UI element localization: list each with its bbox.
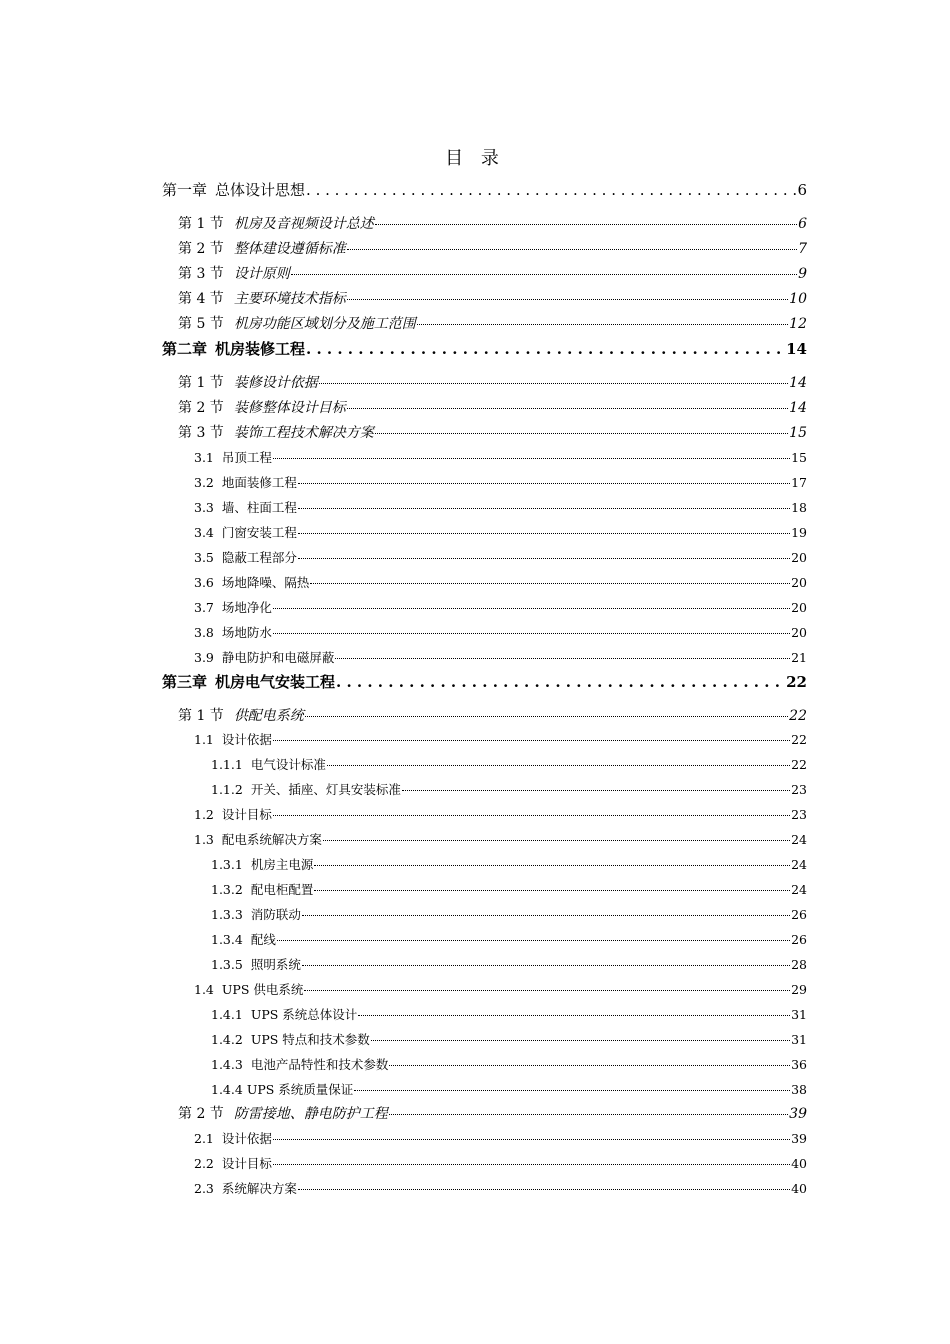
toc-entry[interactable] — [211, 1030, 807, 1048]
toc-entry[interactable] — [194, 498, 807, 516]
toc-entry-number: 第 5 节 — [178, 316, 224, 332]
toc-leader-dots — [375, 432, 788, 434]
toc-entry-text: 电池产品特性和技术参数 — [250, 1057, 389, 1072]
toc-leader-dots — [273, 1138, 790, 1140]
toc-entry-number: 3.1 — [194, 450, 214, 465]
toc-entry-page: 20 — [791, 625, 807, 640]
toc-entry-number: 3.3 — [194, 500, 214, 515]
toc-entry[interactable] — [162, 671, 807, 692]
toc-entry[interactable] — [211, 1055, 807, 1073]
toc-entry-page: 22 — [791, 757, 807, 772]
toc-entry-text: 门窗安装工程 — [221, 525, 297, 540]
toc-entry-page: 23 — [791, 782, 807, 797]
toc-leader-dots — [336, 673, 785, 691]
toc-entry-page: 31 — [791, 1032, 807, 1047]
toc-entry-label — [211, 1005, 357, 1023]
toc-entry-text: 装修整体设计目标 — [233, 400, 346, 416]
toc-entry-label — [178, 263, 290, 283]
toc-entry-text: UPS 特点和技术参数 — [250, 1032, 370, 1047]
toc-leader-dots — [302, 914, 790, 916]
toc-entry[interactable] — [194, 448, 807, 466]
toc-entry-label — [194, 623, 272, 641]
toc-entry-text: 设计目标 — [221, 807, 272, 822]
toc-entry-text: 消防联动 — [250, 907, 301, 922]
toc-leader-dots — [273, 607, 790, 609]
toc-entry-number: 第 4 节 — [178, 291, 224, 307]
toc-entry-label — [194, 730, 272, 748]
toc-leader-dots — [417, 323, 788, 325]
toc-entry-text: 场地降噪、隔热 — [221, 575, 310, 590]
toc-entry-number: 3.2 — [194, 475, 214, 490]
toc-entry-page: 39 — [789, 1106, 807, 1122]
toc-entry-page: 40 — [791, 1156, 807, 1171]
toc-entry-number: 1.3.5 — [211, 957, 243, 972]
toc-entry-number: 第二章 — [162, 340, 208, 358]
toc-entry[interactable] — [162, 338, 807, 359]
toc-entry-number: 1.4.1 — [211, 1007, 243, 1022]
toc-entry-page: 19 — [791, 525, 807, 540]
toc-entry-number: 1.3.2 — [211, 882, 243, 897]
toc-entry-text: 机房及音视频设计总述 — [233, 216, 374, 232]
toc-entry-text: 配电柜配置 — [250, 882, 314, 897]
toc-leader-dots — [347, 407, 788, 409]
toc-entry-label — [194, 598, 272, 616]
toc-entry-text: 装饰工程技术解决方案 — [233, 425, 374, 441]
toc-entry-label — [178, 372, 318, 392]
toc-entry-label — [194, 473, 297, 491]
toc-entry[interactable] — [178, 705, 807, 725]
toc-entry-page: 26 — [791, 932, 807, 947]
toc-entry[interactable] — [178, 238, 807, 258]
toc-leader-dots — [306, 181, 796, 199]
toc-leader-dots — [273, 1163, 790, 1165]
toc-leader-dots — [371, 1039, 790, 1041]
toc-entry[interactable] — [194, 1179, 807, 1197]
toc-leader-dots — [389, 1113, 788, 1115]
toc-entry-label — [194, 498, 297, 516]
toc-entry[interactable] — [211, 955, 807, 973]
toc-entry-number: 第 3 节 — [178, 425, 224, 441]
toc-leader-dots — [273, 814, 790, 816]
toc-leader-dots — [314, 889, 790, 891]
toc-entry[interactable] — [211, 1080, 807, 1098]
toc-entry[interactable] — [178, 263, 807, 283]
toc-entry-page: 10 — [789, 291, 807, 307]
toc-entry-page: 14 — [786, 340, 807, 358]
toc-entry-text: UPS 系统总体设计 — [250, 1007, 358, 1022]
toc-entry-page: 15 — [791, 450, 807, 465]
toc-entry-text: 配电系统解决方案 — [221, 832, 322, 847]
toc-entry-label — [162, 179, 305, 200]
toc-entry-page: 24 — [791, 832, 807, 847]
toc-entry-number: 2.2 — [194, 1156, 214, 1171]
toc-entry-text: 场地净化 — [221, 600, 272, 615]
toc-leader-dots — [277, 939, 790, 941]
toc-entry-number: 2.3 — [194, 1181, 214, 1196]
toc-entry-text: 机房装修工程 — [215, 340, 306, 358]
toc-entry[interactable] — [194, 1129, 807, 1147]
toc-leader-dots — [335, 657, 790, 659]
toc-entry-page: 21 — [791, 650, 807, 665]
toc-entry-page: 22 — [789, 708, 807, 724]
toc-leader-dots — [306, 340, 785, 358]
toc-entry[interactable] — [194, 830, 807, 848]
toc-entry-page: 20 — [791, 600, 807, 615]
toc-entry-page: 39 — [791, 1131, 807, 1146]
toc-leader-dots — [298, 557, 790, 559]
toc-entry-label — [178, 397, 346, 417]
toc-entry-number: 3.5 — [194, 550, 214, 565]
toc-leader-dots — [273, 632, 790, 634]
toc-entry-number: 1.1.2 — [211, 782, 243, 797]
toc-entry[interactable] — [194, 805, 807, 823]
toc-leader-dots — [302, 964, 790, 966]
toc-entry-label — [178, 1103, 388, 1123]
toc-entry-number: 3.7 — [194, 600, 214, 615]
toc-leader-dots — [291, 273, 797, 275]
toc-entry-text: 整体建设遵循标准 — [233, 241, 346, 257]
toc-entry-page: 29 — [791, 982, 807, 997]
toc-entry[interactable] — [194, 473, 807, 491]
toc-leader-dots — [375, 223, 797, 225]
toc-entry-text: UPS 系统质量保证 — [246, 1082, 354, 1097]
toc-leader-dots — [298, 1188, 790, 1190]
toc-entry[interactable] — [211, 880, 807, 898]
toc-entry-number: 1.3.3 — [211, 907, 243, 922]
toc-entry-page: 14 — [789, 400, 807, 416]
toc-entry-page: 12 — [789, 316, 807, 332]
toc-entry-page: 26 — [791, 907, 807, 922]
toc-leader-dots — [327, 764, 790, 766]
toc-leader-dots — [323, 839, 790, 841]
toc-leader-dots — [389, 1064, 790, 1066]
toc-entry-label — [194, 448, 272, 466]
toc-entry-page: 17 — [791, 475, 807, 490]
toc-entry-page: 36 — [791, 1057, 807, 1072]
toc-entry[interactable] — [194, 623, 807, 641]
toc-entry-text: 主要环境技术指标 — [233, 291, 346, 307]
toc-entry-number: 3.8 — [194, 625, 214, 640]
toc-entry-label — [211, 930, 276, 948]
toc-entry[interactable] — [211, 1005, 807, 1023]
toc-entry-label — [194, 1154, 272, 1172]
toc-entry-label — [211, 1055, 388, 1073]
toc-entry-number: 3.9 — [194, 650, 214, 665]
toc-entry-text: 设计依据 — [221, 732, 272, 747]
toc-leader-dots — [314, 864, 790, 866]
toc-entry[interactable] — [178, 397, 807, 417]
toc-entry-text: 配线 — [250, 932, 276, 947]
toc-entry-label — [178, 288, 346, 308]
toc-entry-text: 供配电系统 — [233, 708, 304, 724]
toc-entry-text: 隐蔽工程部分 — [221, 550, 297, 565]
toc-leader-dots — [347, 298, 788, 300]
toc-entry-number: 第 2 节 — [178, 1106, 224, 1122]
toc-entry-text: 装修设计依据 — [233, 375, 318, 391]
toc-entry-page: 6 — [797, 181, 807, 199]
toc-entry-text: 墙、柱面工程 — [221, 500, 297, 515]
toc-entry[interactable] — [211, 855, 807, 873]
toc-leader-dots — [319, 382, 788, 384]
toc-entry[interactable] — [211, 905, 807, 923]
toc-entry[interactable] — [178, 372, 807, 392]
toc-entry-number: 1.1.1 — [211, 757, 243, 772]
toc-leader-dots — [310, 582, 790, 584]
toc-title: 目 录 — [445, 148, 505, 169]
toc-entry-page: 24 — [791, 857, 807, 872]
toc-entry-label — [162, 338, 305, 359]
toc-leader-dots — [347, 248, 797, 250]
toc-leader-dots — [298, 507, 790, 509]
toc-entry-label — [194, 830, 322, 848]
toc-entry-number: 1.4.4 — [211, 1082, 243, 1097]
toc-entry-label — [178, 213, 374, 233]
toc-entry-label — [211, 955, 301, 973]
toc-entry-page: 28 — [791, 957, 807, 972]
toc-entry-text: 静电防护和电磁屏蔽 — [221, 650, 335, 665]
toc-entry-text: 总体设计思想 — [215, 181, 306, 199]
toc-entry[interactable] — [178, 422, 807, 442]
toc-entry[interactable] — [194, 648, 807, 666]
toc-entry-number: 1.4.2 — [211, 1032, 243, 1047]
toc-leader-dots — [298, 532, 790, 534]
toc-entry-label — [162, 671, 335, 692]
toc-entry-label — [194, 1129, 272, 1147]
toc-entry[interactable] — [178, 313, 807, 333]
toc-entry[interactable] — [194, 598, 807, 616]
toc-entry[interactable] — [178, 288, 807, 308]
toc-entry-text: 机房主电源 — [250, 857, 314, 872]
toc-entry-page: 6 — [798, 216, 807, 232]
toc-leader-dots — [273, 739, 790, 741]
toc-entry-label — [178, 238, 346, 258]
toc-entry-page: 18 — [791, 500, 807, 515]
toc-entry-page: 24 — [791, 882, 807, 897]
toc-entry-text: 机房功能区域划分及施工范围 — [233, 316, 416, 332]
toc-entry-label — [211, 905, 301, 923]
toc-entry-page: 9 — [798, 266, 807, 282]
toc-entry-number: 1.1 — [194, 732, 214, 747]
toc-entry-text: 系统解决方案 — [221, 1181, 297, 1196]
toc-entry-text: 开关、插座、灯具安装标准 — [250, 782, 401, 797]
toc-entry-page: 20 — [791, 575, 807, 590]
toc-entry[interactable] — [178, 213, 807, 233]
toc-entry-number: 1.3.1 — [211, 857, 243, 872]
toc-entry-number: 1.3.4 — [211, 932, 243, 947]
toc-leader-dots — [273, 457, 790, 459]
toc-entry-number: 1.4.3 — [211, 1057, 243, 1072]
toc-entry[interactable] — [194, 730, 807, 748]
toc-leader-dots — [354, 1089, 790, 1091]
toc-entry-text: UPS 供电系统 — [221, 982, 304, 997]
toc-entry-label — [211, 755, 326, 773]
toc-entry[interactable] — [211, 780, 807, 798]
toc-entry-page: 38 — [791, 1082, 807, 1097]
toc-entry-page: 40 — [791, 1181, 807, 1196]
toc-entry[interactable] — [194, 573, 807, 591]
toc-entry-text: 吊顶工程 — [221, 450, 272, 465]
toc-entry-number: 第 2 节 — [178, 400, 224, 416]
toc-entry-label — [211, 780, 401, 798]
toc-entry-text: 机房电气安装工程 — [215, 673, 336, 691]
toc-entry-number: 1.4 — [194, 982, 214, 997]
toc-leader-dots — [298, 482, 790, 484]
toc-entry[interactable] — [162, 179, 807, 200]
toc-entry-number: 3.6 — [194, 575, 214, 590]
toc-entry[interactable] — [178, 1103, 807, 1123]
toc-leader-dots — [305, 715, 788, 717]
toc-entry-page: 22 — [786, 673, 807, 691]
toc-entry-label — [194, 548, 297, 566]
toc-entry-label — [211, 855, 313, 873]
toc-leader-dots — [358, 1014, 790, 1016]
toc-entry-number: 第 2 节 — [178, 241, 224, 257]
toc-entry-label — [194, 805, 272, 823]
toc-entry-label — [178, 422, 374, 442]
toc-entry-page: 31 — [791, 1007, 807, 1022]
toc-entry-number: 第 1 节 — [178, 375, 224, 391]
toc-entry-label — [194, 573, 309, 591]
toc-entry-number: 第三章 — [162, 673, 208, 691]
toc-entry[interactable] — [194, 523, 807, 541]
toc-entry-number: 第一章 — [162, 181, 208, 199]
toc-entry-label — [178, 705, 304, 725]
toc-entry-number: 1.3 — [194, 832, 214, 847]
toc-entry-text: 照明系统 — [250, 957, 301, 972]
toc-entry-label — [194, 648, 334, 666]
toc-entry-number: 第 1 节 — [178, 708, 224, 724]
toc-entry[interactable] — [194, 1154, 807, 1172]
toc-entry-page: 23 — [791, 807, 807, 822]
toc-leader-dots — [304, 989, 790, 991]
toc-entry-label — [211, 1080, 353, 1098]
toc-entry-number: 第 1 节 — [178, 216, 224, 232]
toc-entry-number: 3.4 — [194, 525, 214, 540]
toc-entry-text: 设计目标 — [221, 1156, 272, 1171]
toc-entry-label — [211, 880, 313, 898]
toc-entry[interactable] — [194, 548, 807, 566]
toc-entry-text: 防雷接地、静电防护工程 — [233, 1106, 388, 1122]
toc-entry[interactable] — [211, 930, 807, 948]
toc-entry-number: 第 3 节 — [178, 266, 224, 282]
toc-entry-text: 电气设计标准 — [250, 757, 326, 772]
toc-entry-page: 20 — [791, 550, 807, 565]
toc-entry-label — [194, 980, 303, 998]
toc-entry-text: 设计依据 — [221, 1131, 272, 1146]
toc-entry-page: 15 — [789, 425, 807, 441]
toc-entry-label — [211, 1030, 370, 1048]
toc-entry-page: 22 — [791, 732, 807, 747]
toc-entry-label — [194, 523, 297, 541]
toc-entry-page: 7 — [798, 241, 807, 257]
toc-entry-text: 设计原则 — [233, 266, 290, 282]
toc-entry-number: 1.2 — [194, 807, 214, 822]
toc-entry-text: 场地防水 — [221, 625, 272, 640]
toc-entry-label — [194, 1179, 297, 1197]
toc-leader-dots — [402, 789, 790, 791]
toc-entry[interactable] — [211, 755, 807, 773]
toc-entry-text: 地面装修工程 — [221, 475, 297, 490]
toc-entry-label — [178, 313, 416, 333]
toc-entry-number: 2.1 — [194, 1131, 214, 1146]
toc-entry[interactable] — [194, 980, 807, 998]
toc-entry-page: 14 — [789, 375, 807, 391]
